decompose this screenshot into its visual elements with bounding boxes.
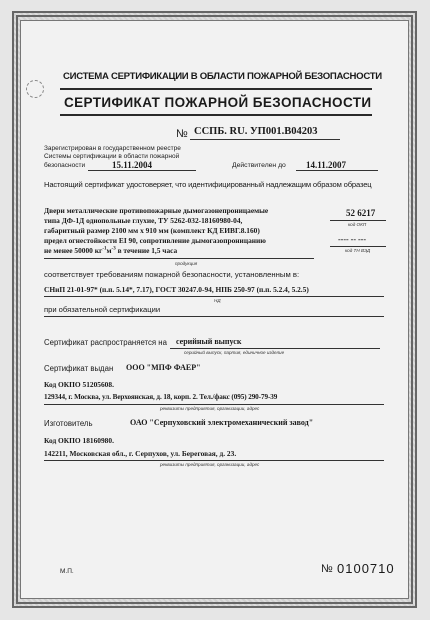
serial-label: №: [321, 563, 333, 575]
okp-underline: [330, 220, 386, 221]
system-title: СИСТЕМА СЕРТИФИКАЦИИ В ОБЛАСТИ ПОЖАРНОЙ БЕЗОПАСНОСТИ: [63, 71, 382, 82]
issuer-label: Сертификат выдан: [44, 364, 114, 373]
manufacturer-caption: реквизиты предприятия, организации, адрес: [160, 462, 260, 467]
manufacturer-name: ОАО "Серпуховский электромеханический завод": [130, 418, 314, 427]
scope-underline: [170, 348, 380, 349]
valid-until-label: Действителен до: [232, 162, 286, 169]
registration-line-2: Системы сертификации в области пожарной: [44, 153, 180, 160]
valid-until-underline: [296, 170, 378, 171]
certificate-number: ССПБ. RU. УП001.В04203: [194, 126, 318, 137]
registration-seal-icon: [26, 80, 44, 98]
conformity-docs: СНиП 21-01-97* (п.п. 5.14*, 7.17), ГОСТ 30247.0-94, НПБ 250-97 (п.п. 5.2.4, 5.2.5): [44, 285, 309, 294]
number-underline: [190, 139, 340, 140]
manufacturer-address: 142211, Московская обл., г. Серпухов, ул. Береговая, д. 23.: [44, 449, 237, 458]
number-label: №: [176, 128, 188, 140]
manufacturer-okpo: Код ОКПО 18160980.: [44, 436, 114, 445]
scope-label: Сертификат распространяется на: [44, 338, 167, 347]
title-rule-top: [60, 88, 372, 90]
manufacturer-label: Изготовитель: [44, 419, 93, 428]
conformity-docs-underline: [44, 296, 384, 297]
mandatory-certification: при обязательной сертификации: [44, 305, 161, 314]
tnved-underline: [330, 246, 386, 247]
registration-line-1: Зарегистрирован в государственном реестре: [44, 145, 181, 152]
issuer-caption: реквизиты предприятия, организации, адрес: [160, 406, 260, 411]
issuer-okpo: Код ОКПО 51205608.: [44, 380, 114, 389]
issuer-underline: [44, 404, 384, 405]
mandatory-underline: [44, 316, 384, 317]
registration-date-underline: [88, 170, 196, 171]
okp-caption: код ОКП: [348, 222, 367, 227]
intro-text: Настоящий сертификат удостоверяет, что идентифицированный надлежащим образом образец: [44, 180, 372, 189]
registration-date: 15.11.2004: [112, 160, 153, 170]
scope-caption: серийный выпуск, партия, единичное изделие: [184, 350, 285, 355]
valid-until-date: 14.11.2007: [306, 160, 347, 170]
manufacturer-underline: [44, 460, 384, 461]
issuer-address: 129344, г. Москва, ул. Верхоянская, д. 18, корп. 2. Тел./факс (095) 290-79-39: [44, 393, 278, 401]
product-line-1: Двери металлические противопожарные дымогазонепроницаемые: [44, 206, 269, 215]
product-line-3: габаритный размер 2100 мм х 910 мм (комплект КД ЕИВГ.8.160): [44, 226, 260, 235]
product-line-4: предел огнестойкости EI 90, сопротивление дымогазопроницанию: [44, 236, 266, 245]
tnved-caption: код ТН ВЭД: [345, 248, 371, 253]
product-caption: продукция: [175, 261, 198, 266]
issuer-name: ООО "МПФ ФАЕР": [126, 363, 201, 372]
conformity-docs-caption: НД: [214, 298, 221, 303]
product-line-2: типа ДФ-1Д одиопольные глухие, ТУ 5262-032-18160980-04,: [44, 216, 243, 225]
title-rule-bottom: [60, 114, 372, 116]
tnved-code: ---- -- ---: [338, 235, 366, 244]
registration-line-3: безопасности: [44, 162, 86, 169]
product-line-5: не менее 50000 $кг^{-1}м^{-3}$ в течение 1,5 часа: [44, 246, 178, 255]
certificate-title: СЕРТИФИКАТ ПОЖАРНОЙ БЕЗОПАСНОСТИ: [64, 95, 372, 110]
product-underline: [44, 258, 314, 259]
conformity-text: соответствует требованиям пожарной безопасности, установленным в:: [44, 270, 300, 279]
serial-number: 0100710: [337, 561, 395, 576]
scope-value: серийный выпуск: [176, 337, 242, 346]
okp-code: 52 6217: [346, 208, 376, 218]
stamp-placeholder: М.П.: [60, 568, 74, 575]
